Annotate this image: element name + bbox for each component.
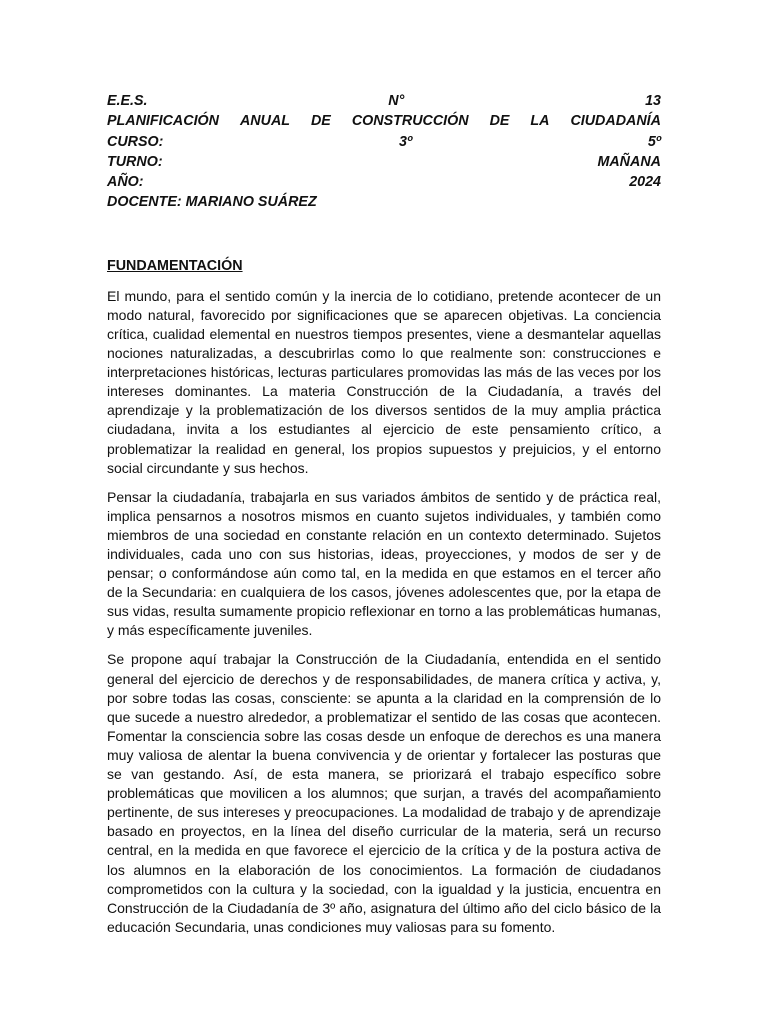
paragraph: El mundo, para el sentido común y la inercia de lo cotidiano, pretende acontecer de un modo natural, favorecido por significaciones que se aparecen objetivas. La conciencia crítica, cualidad elemental en nuestros tiempos presentes, viene a desmantelar aquellas nociones naturalizadas, a descubrirlas como lo que realmente son: construcciones e interpretaciones históricas, lecturas particulares promovidas las más de las veces por los intereses dominantes. La materia Construcción de la Ciudadanía, a través del aprendizaje y la problematización de los diversos sentidos de la muy amplia práctica ciudadana, invita a los estudiantes al ejercicio de este pensamiento crítico, a problematizar la realidad en general, los propios supuestos y prejuicios, y el entorno social circundante y sus hechos. [107,287,661,476]
header-line-shift [107,152,661,172]
section-title: FUNDAMENTACIÓN [107,257,243,274]
course-year: 3º [399,133,413,150]
title-word: DE [489,113,510,130]
shift-value: MAÑANA [597,153,661,170]
school-label: E.E.S. [107,93,148,109]
header-line-course [107,132,661,152]
paragraph: Se propone aquí trabajar la Construcción de la Ciudadanía, entendida en el sentido general del ejercicio de derechos y de responsabilidades, de manera crítica y activa, y, por sobre todas las cosas, consciente: se apunta a la claridad en la comprensión de lo que sucede a nuestro alrededor, a problematizar el sentido de las cosas que acontecen. Fomentar la consciencia sobre las cosas desde un enfoque de derechos es una manera muy valiosa de alentar la buena convivencia y de orientar y fortalecer las posturas que se van gestando. Así, de esta manera, se priorizará el trabajo específico sobre problemáticas que movilicen a los alumnos; que surjan, a través del acompañamiento pertinente, de sus intereses y preocupaciones. La modalidad de trabajo y de aprendizaje basado en proyectos, en la línea del diseño curricular de la materia, será un recurso central, en la medida en que favorece el ejercicio de la crítica y de la postura activa de los alumnos en la elaboración de los conocimientos. La formación de ciudadanos comprometidos con la cultura y la sociedad, con la igualdad y la justicia, encuentra en Construcción de la Ciudadanía de 3º año, asignatura del último año del ciclo básico de la educación Secundaria, unas condiciones muy valiosas para su fomento. [107,651,661,935]
paragraph: Pensar la ciudadanía, trabajarla en sus variados ámbitos de sentido y de práctica real, implica pensarnos a nosotros mismos en cuanto sujetos individuales, y también como miembros de una sociedad en constante relación en un contexto determinado. Sujetos individuales, cada uno con sus historias, ideas, proyecciones, y modos de ser y de pensar; o conformándose aún como tal, en la medida en que estamos en el tercer año de la Secundaria: en cualquiera de los casos, jóvenes adolescentes que, por la etapa de sus vidas, resulta sumamente propicio reflexionar en torno a las problemáticas humanas, y más específicamente juveniles. [107,488,661,639]
title-word: ANUAL [239,113,291,130]
title-word: CONSTRUCCIÓN [351,113,469,130]
title-word: CIUDADANÍA [570,113,661,130]
title-word: DE [310,113,331,130]
year-label: AÑO: [107,174,144,191]
school-number-label: N° [388,93,405,109]
document-page [107,91,661,937]
shift-label: TURNO: [107,153,163,170]
course-division: 5º [647,133,661,150]
course-label: CURSO: [107,133,164,150]
header-line-teacher: DOCENTE: MARIANO SUÁREZ [107,194,317,211]
year-value: 2024 [629,174,661,191]
header-line-year [107,172,661,192]
title-word: LA [530,113,550,130]
document-header [107,91,661,213]
header-line-school [107,91,661,111]
header-line-title [107,111,661,131]
school-number: 13 [645,93,661,109]
title-word: PLANIFICACIÓN [107,113,219,130]
